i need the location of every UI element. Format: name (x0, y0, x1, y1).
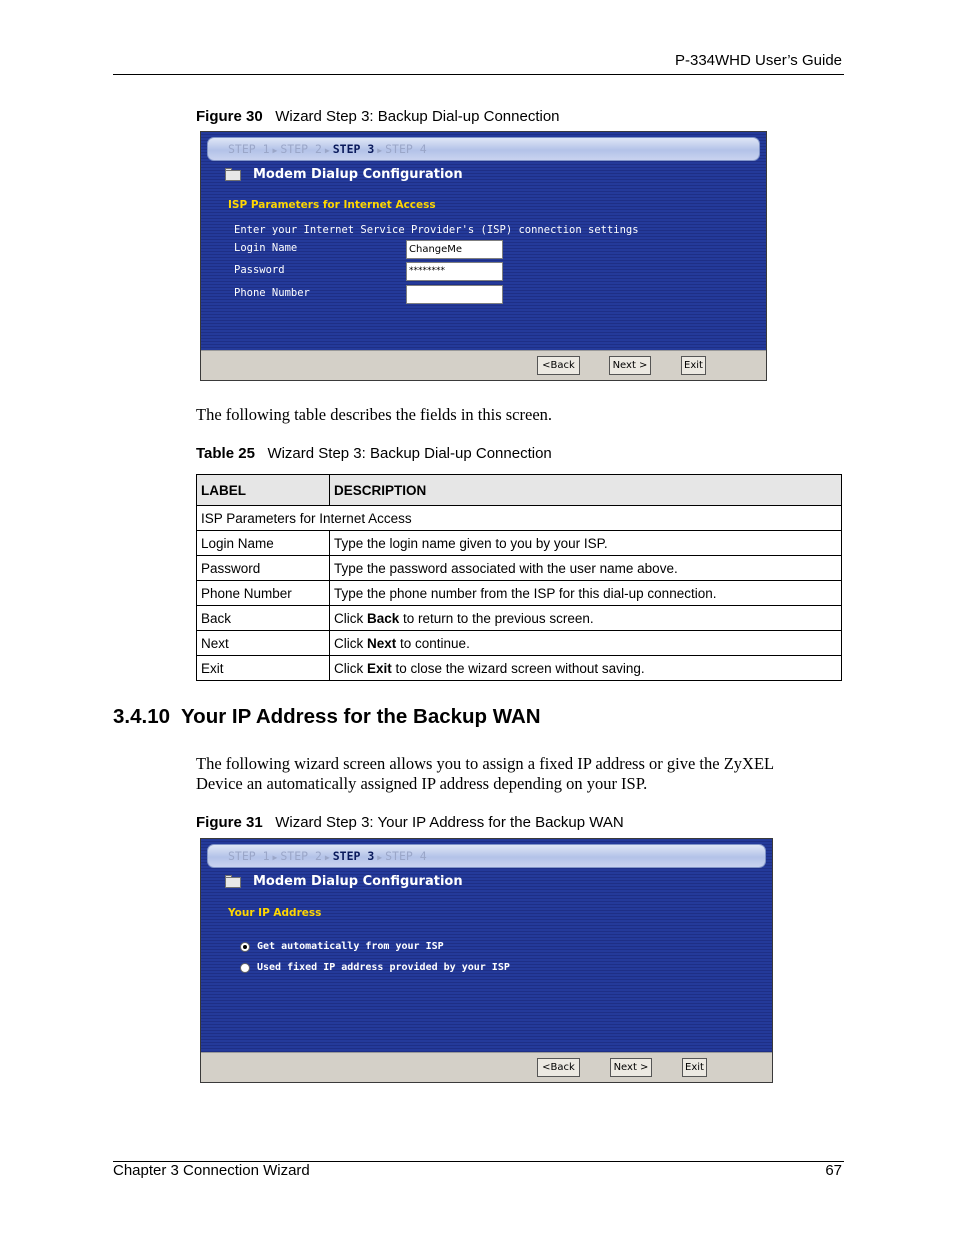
window-title-text: Modem Dialup Configuration (253, 167, 463, 182)
row-description (330, 606, 842, 631)
step-arrow-icon: ▶ (377, 853, 383, 862)
desc-text: Click (334, 660, 367, 676)
table-intro-paragraph: The following table describes the fields in this screen. (196, 405, 553, 424)
login-name-input[interactable]: ChangeMe (406, 240, 503, 259)
figure31-caption (196, 814, 624, 831)
step-indicator (207, 137, 760, 161)
row-label: Next (197, 631, 330, 656)
table25-title: Wizard Step 3: Backup Dial-up Connection (267, 445, 552, 462)
table25-caption (196, 445, 552, 462)
desc-text: to close the wizard screen without saving. (391, 660, 645, 676)
login-name-label: Login Name (234, 242, 298, 254)
back-button[interactable]: <Back (537, 356, 580, 375)
row-description (330, 656, 842, 681)
step-1[interactable]: STEP 1 (228, 849, 270, 863)
row-label: Phone Number (197, 581, 330, 606)
option-label: Get automatically from your ISP (257, 941, 444, 952)
step-arrow-icon: ▶ (377, 146, 383, 155)
table-row (197, 531, 842, 556)
desc-text: to return to the previous screen. (399, 610, 594, 626)
row-description: Type the password associated with the user name above. (330, 556, 842, 581)
footer-chapter: Chapter 3 Connection Wizard (113, 1162, 310, 1179)
step-arrow-icon: ▶ (272, 853, 278, 862)
row-label: Back (197, 606, 330, 631)
radio-unchecked-icon[interactable] (240, 963, 250, 973)
folder-icon (225, 168, 242, 181)
step-2[interactable]: STEP 2 (280, 142, 322, 156)
wizard-button-bar (201, 1052, 772, 1082)
row-label: Exit (197, 656, 330, 681)
desc-text: Click (334, 610, 367, 626)
option-label: Used fixed IP address provided by your ISP (257, 962, 510, 973)
desc-text: to continue. (396, 635, 470, 651)
table25 (196, 474, 842, 681)
guide-title: P-334WHD User’s Guide (675, 52, 842, 69)
step-2[interactable]: STEP 2 (280, 849, 322, 863)
your-ip-address-title: Your IP Address (228, 907, 322, 919)
step-4[interactable]: STEP 4 (385, 142, 427, 156)
table25-label: Table 25 (196, 445, 255, 462)
table-section-row (197, 506, 842, 531)
desc-text: Click (334, 635, 367, 651)
column-header-label: LABEL (197, 475, 330, 506)
password-input[interactable]: ******** (406, 262, 503, 281)
desc-bold: Next (367, 635, 397, 651)
table-header-row (197, 475, 842, 506)
footer-page-number: 67 (825, 1162, 842, 1179)
option-get-automatically[interactable] (240, 936, 444, 955)
phone-number-label: Phone Number (234, 287, 310, 299)
header-rule (113, 74, 844, 75)
radio-checked-icon[interactable] (240, 942, 250, 952)
next-button[interactable]: Next > (610, 1058, 652, 1077)
table-row (197, 656, 842, 681)
wizard-button-bar (201, 350, 766, 380)
section-row-cell: ISP Parameters for Internet Access (197, 506, 842, 531)
step-4[interactable]: STEP 4 (385, 849, 427, 863)
figure30-title: Wizard Step 3: Backup Dial-up Connection (275, 108, 560, 125)
step-3-active[interactable]: STEP 3 (332, 142, 375, 156)
section-heading: 3.4.10 Your IP Address for the Backup WAN (113, 705, 541, 728)
figure30-label: Figure 30 (196, 108, 263, 125)
table-row (197, 556, 842, 581)
section-paragraph (196, 754, 774, 794)
step-arrow-icon: ▶ (324, 853, 330, 862)
step-3-active[interactable]: STEP 3 (332, 849, 375, 863)
row-description (330, 631, 842, 656)
figure31-label: Figure 31 (196, 814, 263, 831)
option-fixed-ip[interactable] (240, 957, 510, 976)
row-description: Type the phone number from the ISP for this dial-up connection. (330, 581, 842, 606)
folder-icon (225, 875, 242, 888)
next-button[interactable]: Next > (609, 356, 651, 375)
step-arrow-icon: ▶ (272, 146, 278, 155)
step-arrow-icon: ▶ (324, 146, 330, 155)
password-label: Password (234, 264, 285, 276)
column-header-description: DESCRIPTION (330, 475, 842, 506)
row-label: Password (197, 556, 330, 581)
exit-button[interactable]: Exit (682, 1058, 707, 1077)
isp-instruction: Enter your Internet Service Provider's (ISP) connection settings (234, 224, 639, 236)
phone-number-input[interactable] (406, 285, 503, 304)
table-row (197, 631, 842, 656)
window-title (225, 874, 463, 889)
figure31-title: Wizard Step 3: Your IP Address for the Backup WAN (275, 814, 624, 831)
row-description: Type the login name given to you by your ISP. (330, 531, 842, 556)
step-1[interactable]: STEP 1 (228, 142, 270, 156)
back-button[interactable]: <Back (537, 1058, 580, 1077)
figure30-caption (196, 108, 560, 125)
figure31-wizard-screenshot (200, 838, 773, 1083)
paragraph-line: Device an automatically assigned IP address depending on your ISP. (196, 774, 648, 793)
desc-bold: Exit (367, 660, 392, 676)
step-indicator (207, 844, 766, 868)
table-row (197, 581, 842, 606)
window-title-text: Modem Dialup Configuration (253, 874, 463, 889)
paragraph-line: The following wizard screen allows you to assign a fixed IP address or give the ZyXEL (196, 754, 775, 773)
figure30-wizard-screenshot (200, 131, 767, 381)
desc-bold: Back (367, 610, 400, 626)
exit-button[interactable]: Exit (681, 356, 706, 375)
isp-parameters-title: ISP Parameters for Internet Access (228, 199, 436, 211)
row-label: Login Name (197, 531, 330, 556)
window-title (225, 167, 463, 182)
table-row (197, 606, 842, 631)
